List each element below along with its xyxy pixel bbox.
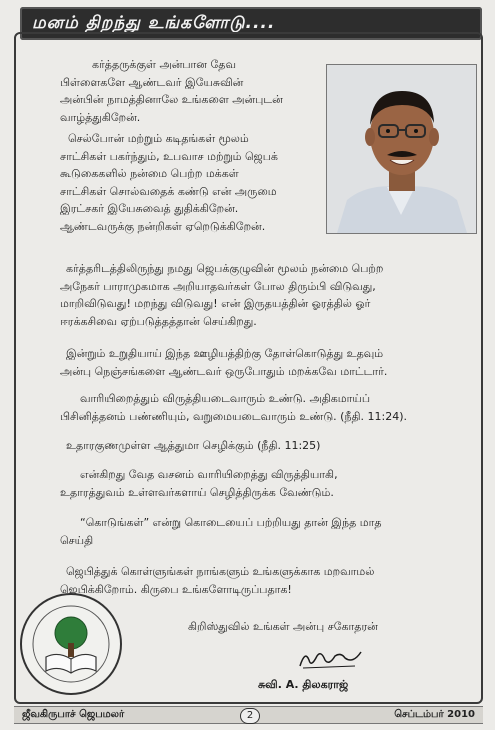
text-line: அன்பு நெஞ்சங்களை ஆண்டவர் ஒருபோதும் மறக்கவே மாட்டார். bbox=[60, 364, 388, 378]
text-line: “கொடுங்கள்” என்று கொடையைப் பற்றியது தான் இந்த மாத bbox=[80, 516, 382, 529]
paragraph-verse-11-25 bbox=[60, 437, 320, 455]
magazine-name: ஜீவகிருபாச் ஜெபமலர் bbox=[22, 709, 125, 720]
text-line: ஆண்டவருக்கு நன்றிகள் ஏறெடுக்கிறேன். bbox=[60, 219, 266, 233]
text-line: பிசினித்தனம் பண்ணியும், வறுமையடைவாரும் உண்டு. (நீதி. 11:24). bbox=[60, 409, 407, 423]
text-line: செய்தி bbox=[60, 533, 94, 547]
author-photo bbox=[326, 64, 477, 234]
paragraph-scripture bbox=[60, 466, 338, 501]
page-footer bbox=[14, 706, 483, 724]
signature-drawing bbox=[295, 646, 365, 672]
signature-name: சுவி. A. திலகராஜ் bbox=[258, 678, 349, 691]
paragraph-support bbox=[60, 345, 387, 380]
paragraph-forgetting bbox=[60, 260, 383, 330]
text-line: கர்த்தருக்குள் அன்பான தேவ bbox=[92, 58, 236, 71]
text-line: இன்றும் உறுதியாய் இந்த ஊழியத்திற்கு தோள்கொடுத்து உதவும் bbox=[66, 347, 384, 360]
page-number: 2 bbox=[240, 708, 260, 724]
ministry-logo-drawing bbox=[18, 591, 124, 697]
text-line: அநேகர் பாராமுகமாக அறியாதவர்கள் போல திரும்பி விடுவது, bbox=[60, 279, 376, 293]
text-line: வாரியிறைத்தும் விருத்தியடைவாரும் உண்டு. அதிகமாய்ப் bbox=[80, 392, 371, 405]
text-line: அன்பின் நாமத்தினாலே உங்களை அன்புடன் bbox=[60, 93, 283, 106]
text-line: சாட்சிகள் சொல்வதைக் கண்டு என் அருமை bbox=[60, 184, 277, 198]
text-line: என்கிறது வேத வசனம் வாரியிறைத்து விருத்தியாகி, bbox=[80, 468, 338, 481]
author-photo-drawing bbox=[327, 65, 476, 233]
text-line: மாறிவிடுவது! மறந்து விடுவது! என் இருதயத்தின் ஓரத்தில் ஓர் bbox=[60, 297, 371, 310]
text-line: இரட்சகர் இயேசுவைத் துதிக்கிறேன். bbox=[60, 202, 239, 215]
page-title: மனம் திறந்து உங்களோடு.... bbox=[32, 13, 276, 33]
text-line: கூடுகைகளில் நன்மை பெற்ற மக்கள் bbox=[60, 167, 239, 180]
paragraph-greeting bbox=[60, 56, 283, 126]
text-line: ஈரக்கசிவை ஏற்படுத்தத்தான் செய்கிறது. bbox=[60, 314, 257, 328]
text-line: ஜெபித்துக் கொள்ளுங்கள் நாங்களும் உங்களுக்காக மறவாமல் bbox=[66, 565, 375, 578]
text-line: கர்த்தரிடத்திலிருந்து நமது ஜெபக்குழுவின் மூலம் நன்மை பெற்ற bbox=[66, 262, 384, 275]
text-line: உதாரகுணமுள்ள ஆத்துமா செழிக்கும் (நீதி. 11:25) bbox=[66, 439, 321, 452]
issue-date: செப்டம்பர் 2010 bbox=[394, 709, 475, 720]
text-line: சாட்சிகள் பகர்ந்தும், உபவாச மற்றும் ஜெபக் bbox=[60, 149, 278, 163]
paragraph-verse-11-24 bbox=[60, 390, 407, 425]
paragraph-message-topic bbox=[60, 514, 382, 549]
paragraph-testimonies bbox=[60, 130, 278, 235]
ministry-logo bbox=[18, 591, 124, 697]
closing-line: கிறிஸ்துவில் உங்கள் அன்பு சகோதரன் bbox=[188, 620, 378, 633]
text-line: ஜெபிக்கிறோம். கிருபை உங்களோடிருப்பதாக! bbox=[60, 582, 292, 596]
text-line: பிள்ளைகளே ஆண்டவர் இயேசுவின் bbox=[60, 75, 244, 89]
text-line: உதாரத்துவம் உள்ளவர்களாய் செழித்திருக்க வேண்டும். bbox=[60, 485, 334, 499]
text-line: வாழ்த்துகிறேன். bbox=[60, 110, 141, 124]
text-line: செல்போன் மற்றும் கடிதங்கள் மூலம் bbox=[68, 132, 249, 145]
